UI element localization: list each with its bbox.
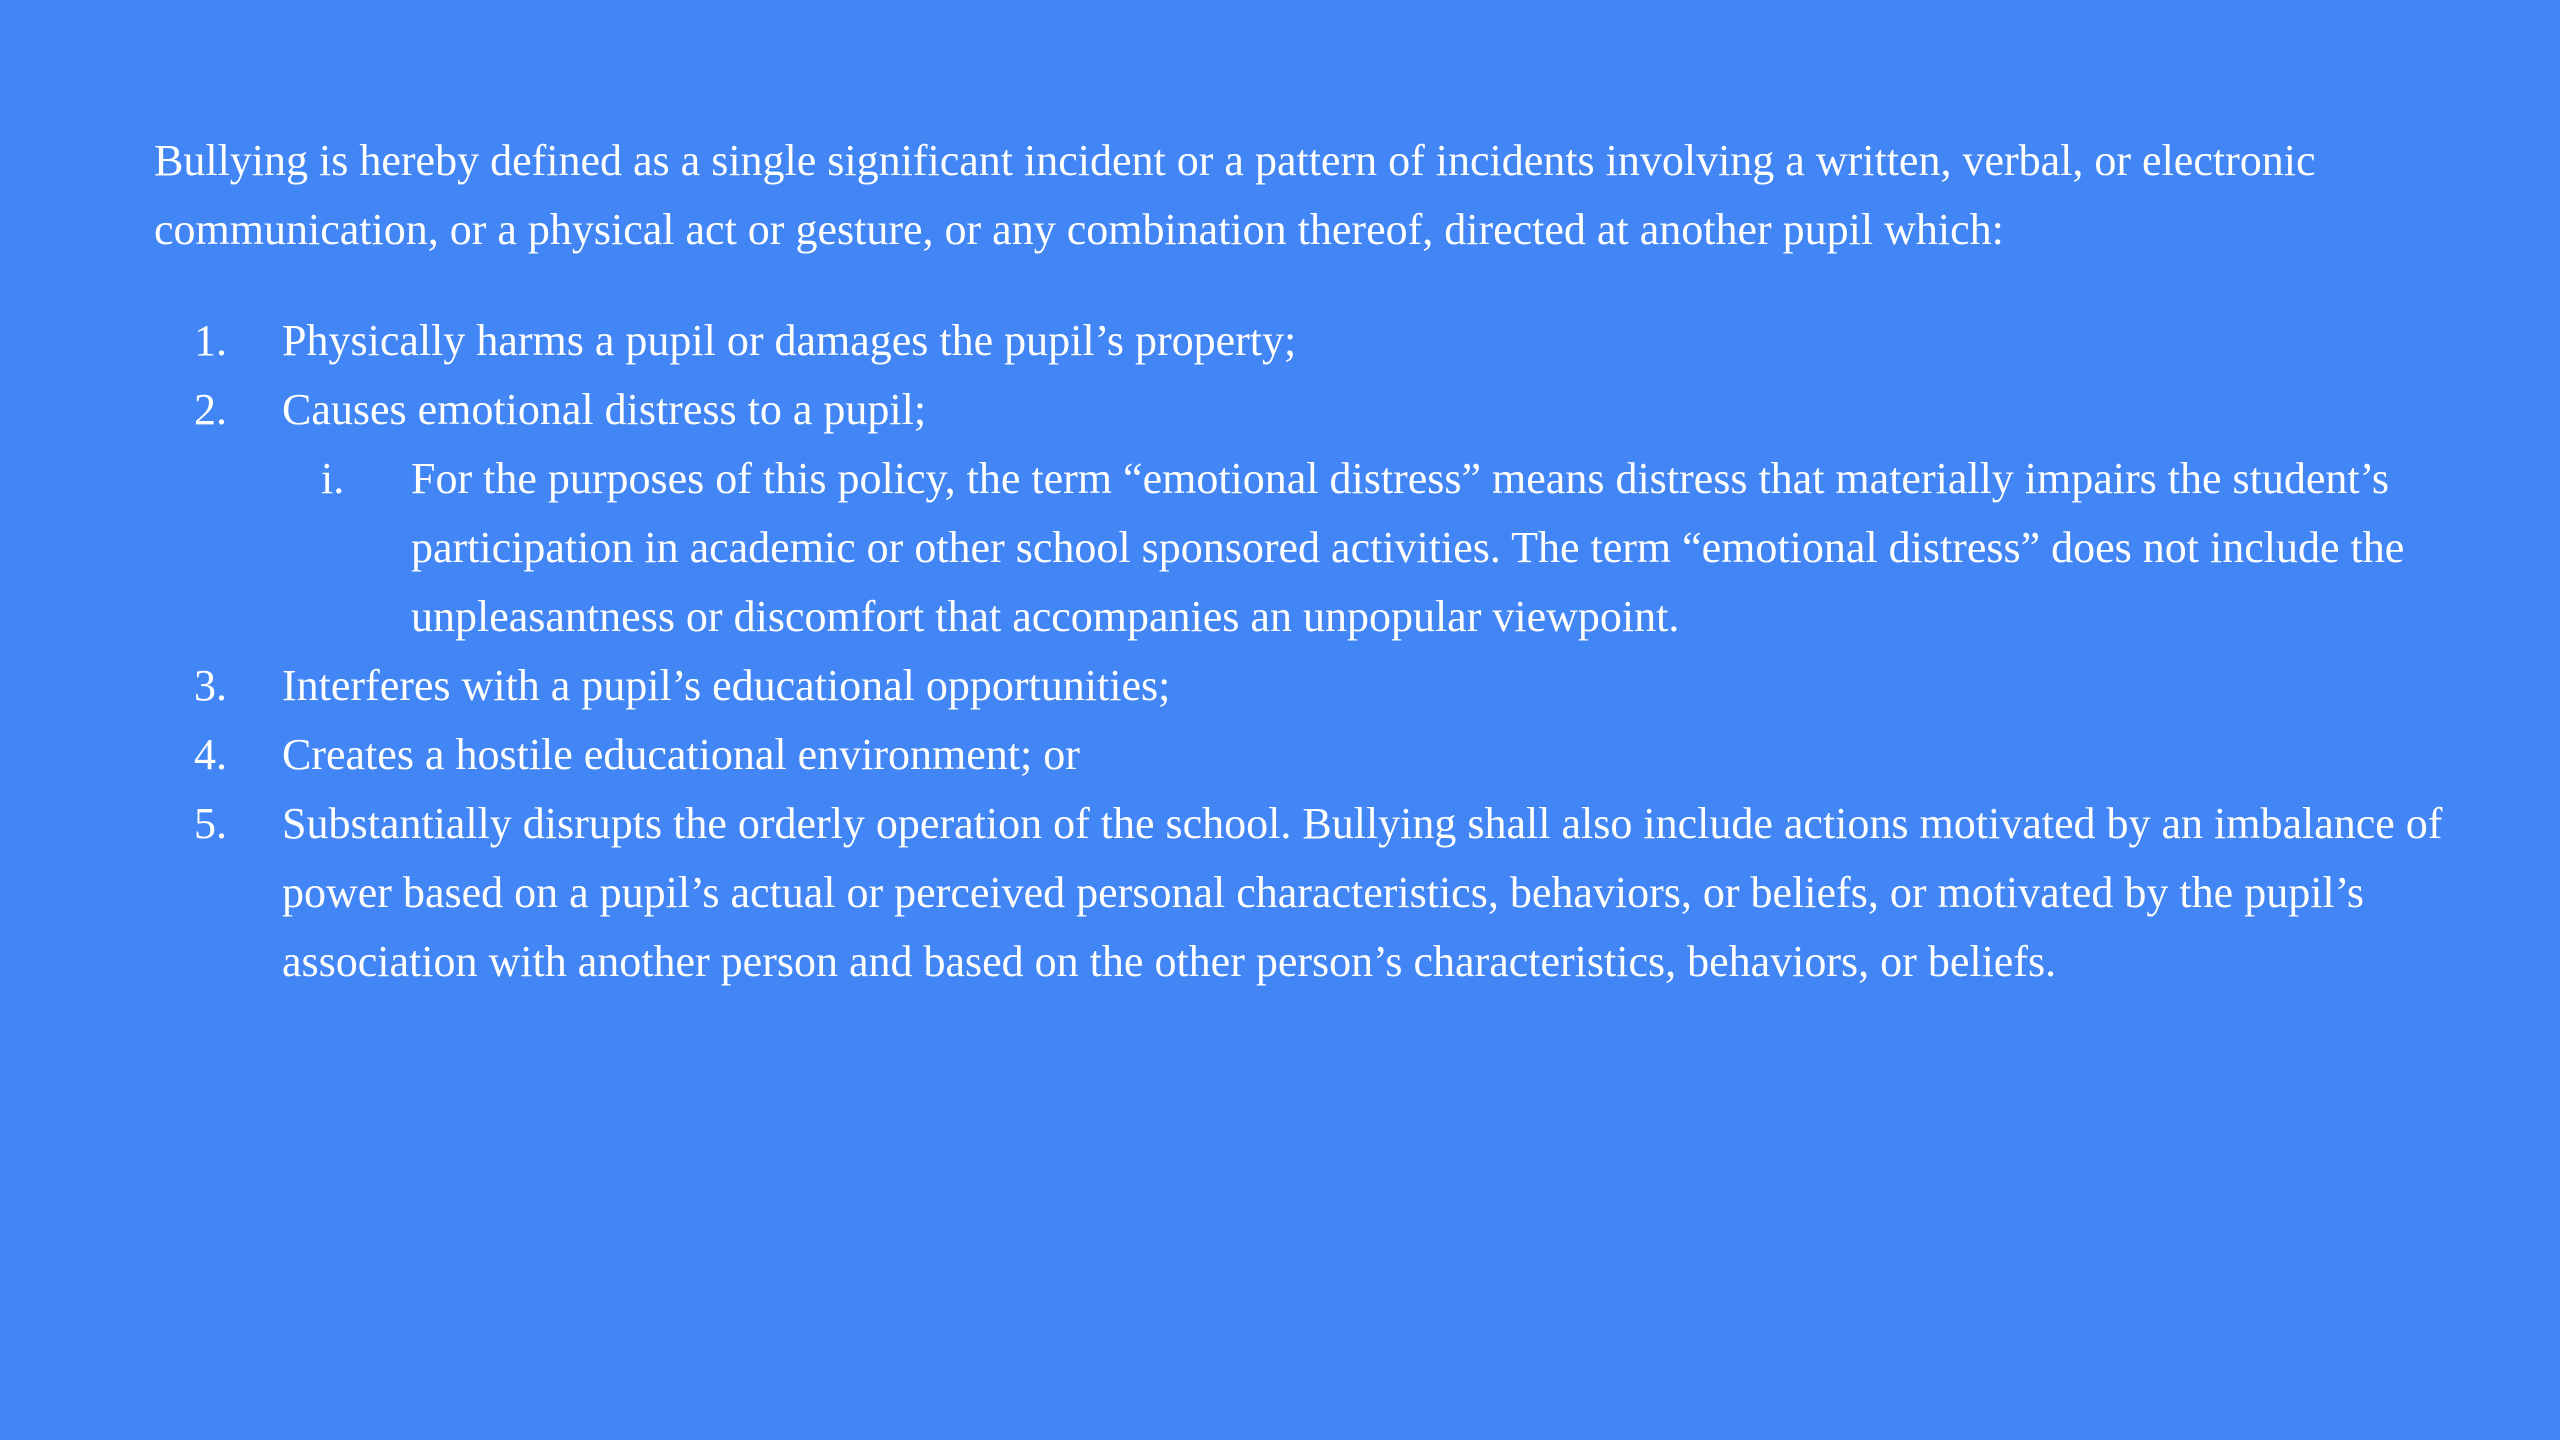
list-item-text: Creates a hostile educational environment; or [282, 730, 1080, 779]
criteria-list-continued [154, 651, 2450, 996]
list-marker: 5. [194, 799, 227, 848]
list-item-text: Substantially disrupts the orderly operation of the school. Bullying shall also include actions motivated by an imbalance of power based on a pupil’s actual or perceived personal characteristics, behaviors, or beliefs, or motivated by the pupil’s association with another person and based on the other person’s characteristics, behaviors, or beliefs. [282, 799, 2443, 986]
intro-paragraph: Bullying is hereby defined as a single significant incident or a pattern of incidents involving a written, verbal, or electronic communication, or a physical act or gesture, or any combination thereof, directed at another pupil which: [154, 136, 2316, 254]
sub-list-marker: i. [321, 454, 345, 503]
list-marker: 4. [194, 730, 227, 779]
list-item [154, 375, 2450, 444]
criteria-list [154, 306, 2450, 444]
sub-list [154, 444, 2450, 651]
list-item [154, 651, 2450, 720]
list-marker: 2. [194, 385, 227, 434]
list-item-text: Interferes with a pupil’s educational opportunities; [282, 661, 1171, 710]
list-item [154, 789, 2450, 996]
list-item-text: Physically harms a pupil or damages the pupil’s property; [282, 316, 1297, 365]
sub-list-item-text: For the purposes of this policy, the term “emotional distress” means distress that materially impairs the student’s participation in academic or other school sponsored activities. The term “emotional distress” does not include the unpleasantness or discomfort that accompanies an unpopular viewpoint. [411, 454, 2405, 641]
list-marker: 1. [194, 316, 227, 365]
list-item-text: Causes emotional distress to a pupil; [282, 385, 927, 434]
list-item [154, 720, 2450, 789]
sub-list-item [154, 444, 2450, 651]
list-item [154, 306, 2450, 375]
list-marker: 3. [194, 661, 227, 710]
